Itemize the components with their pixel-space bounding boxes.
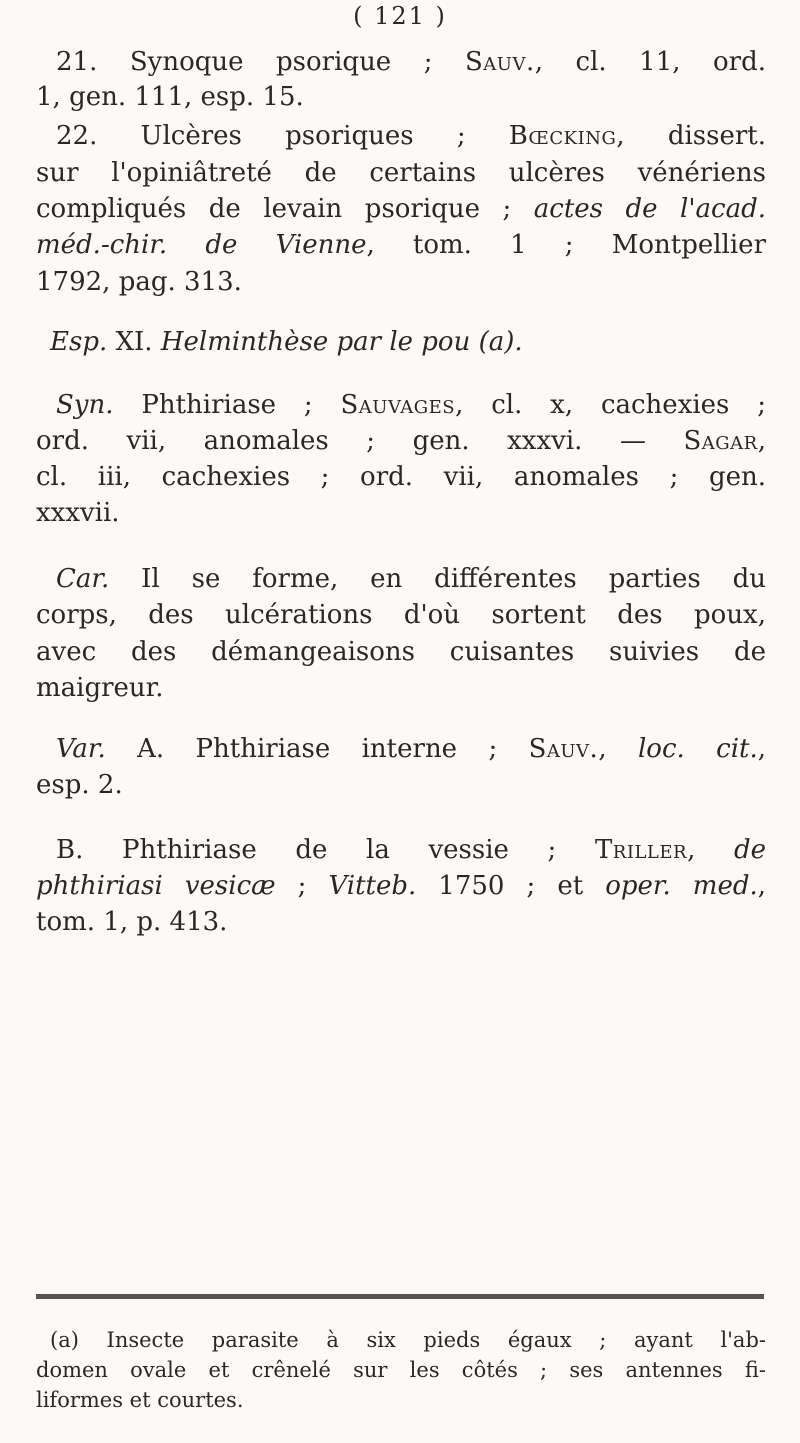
footnote-line-1: (a) Insecte parasite à six pieds égaux ; ayant l'ab- (50, 1328, 766, 1352)
syn-line-1: Syn. Phthiriase ; Sauvages, cl. x, cachexies ; (56, 390, 766, 420)
entry-22-line-4: méd.-chir. de Vienne, tom. 1 ; Montpellier (36, 230, 766, 260)
footnote-rule (36, 1294, 764, 1299)
var-a-line-2: esp. 2. (36, 770, 123, 800)
page-number: ( 121 ) (353, 2, 447, 30)
car-line-4: maigreur. (36, 673, 164, 703)
entry-21-line-1: 21. Synoque psorique ; Sauv., cl. 11, ord. (56, 47, 767, 77)
author-sauv: Sauv. (464, 47, 535, 77)
footnote-ref: (a) (478, 327, 515, 357)
car-line-2: corps, des ulcérations d'où sortent des poux, (36, 600, 766, 630)
entry-22-line-3: compliqués de levain psorique ; actes de l'acad. (36, 194, 766, 224)
author-boecking: Bœcking (508, 121, 617, 151)
footnote-line-3: liformes et courtes. (36, 1388, 244, 1412)
syn-line-2: ord. vii, anomales ; gen. xxxvi. — Sagar, (36, 426, 766, 456)
syn-line-3: cl. iii, cachexies ; ord. vii, anomales ; gen. (36, 462, 766, 492)
entry-22-line-5: 1792, pag. 313. (36, 267, 242, 297)
entry-21-line-2: 1, gen. 111, esp. 15. (36, 82, 304, 112)
species-heading: Esp. XI. Helminthèse par le pou (a). (50, 327, 523, 357)
syn-line-4: xxxvii. (36, 498, 120, 528)
var-b-line-3: tom. 1, p. 413. (36, 907, 228, 937)
footnote-line-2: domen ovale et crênelé sur les côtés ; ses antennes fi- (36, 1358, 766, 1382)
entry-22-line-1: 22. Ulcères psoriques ; Bœcking, dissert. (56, 121, 766, 151)
var-a-line-1: Var. A. Phthiriase interne ; Sauv., loc. cit., (56, 734, 766, 764)
var-b-line-1: B. Phthiriase de la vessie ; Triller, de (56, 835, 766, 865)
entry-22-line-2: sur l'opiniâtreté de certains ulcères vénériens (36, 158, 766, 188)
car-line-1: Car. Il se forme, en différentes parties du (56, 564, 766, 594)
var-b-line-2: phthiriasi vesicæ ; Vitteb. 1750 ; et oper. med., (36, 871, 766, 901)
car-line-3: avec des démangeaisons cuisantes suivies de (36, 637, 766, 667)
